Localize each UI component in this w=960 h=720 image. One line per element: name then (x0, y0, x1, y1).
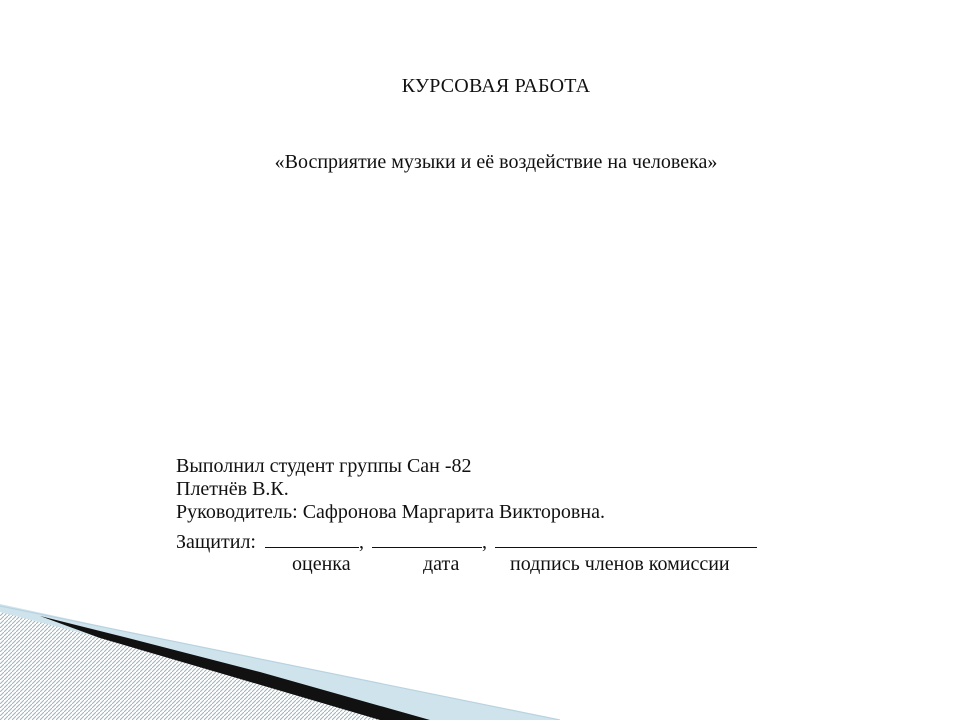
caption-grade: оценка (292, 553, 351, 575)
signature-blank (495, 531, 757, 548)
defense-line (176, 530, 757, 554)
grade-blank (265, 531, 359, 548)
document-title: «Восприятие музыки и её воздействие на человека» (274, 151, 718, 173)
author-info (176, 455, 605, 524)
separator-2: , (481, 531, 487, 553)
performer-line: Выполнил студент группы Сан -82 (176, 455, 472, 477)
supervisor-line: Руководитель: Сафронова Маргарита Викторовна. (176, 501, 605, 523)
caption-signature: подпись членов комиссии (510, 553, 730, 575)
document-heading: КУРСОВАЯ РАБОТА (401, 75, 591, 97)
date-blank (372, 531, 482, 548)
separator-1: , (358, 531, 364, 553)
student-name: Плетнёв В.К. (176, 478, 289, 500)
caption-date: дата (423, 553, 460, 575)
defense-label: Защитил: (176, 531, 256, 553)
